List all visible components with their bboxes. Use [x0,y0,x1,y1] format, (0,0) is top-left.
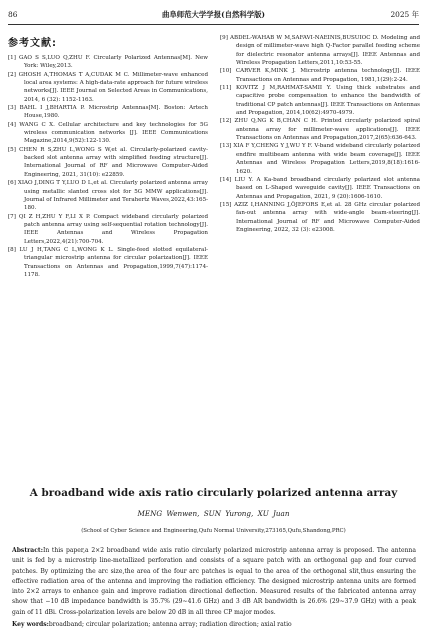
reference-item: [12] ZHU Q,NG K B,CHAN C H. Printed circularly polarized spiral antenna array for millimeter-wave applications[J]. IEEE Transactions on Antennas and Propagation,2017,2(65):636-643. [220,118,420,142]
journal-name: 曲阜师范大学学报(自然科学版) [161,10,266,19]
reference-item: [7] QI Z H,ZHU Y F,LI X P. Compact wideband circularly polarized patch antenna array using self-sequential rotation technology[J]. IEEE Antennas and Wireless Propagation Letters,2022,4(21):700-704. [8,213,208,245]
reference-item: [15] AZIZ I,HANNING J,ÖJEFORS E,et al. 28 GHz circular polarized fan-out antenna array with wide-angle beam-steering[J]. International Journal of RF and Microwave Computer-Aided Engineering, 2022, 32 (3): e23008. [220,201,420,233]
abstract [12,546,416,618]
reference-item: [8] LU J H,TANG C L,WONG K L. Single-feed slotted equilateral-triangular microstrip antenna for circular polarization[J]. IEEE Transactions on Antennas and Propagation,1999,7(47):1174-1178. [8,246,208,278]
reference-item: [14] LIU Y. A Ka-band broadband circularly polarized slot antenna based on L-Shaped waveguide cavity[J]. IEEE Transactions on Antennas and Propagation, 2021, 9 (20):1606-1610. [220,176,420,200]
reference-item: [11] KOVITZ J M,RAHMAT-SAMII Y. Using thick substrates and capacitive probe compensation to enhance the bandwidth of traditional CP patch antennas[J]. IEEE Transactions on Antennas and Propagation, 2014,10(62):4970-4979. [220,85,420,117]
reference-item: [4] WANG C X. Cellular architecture and key technologies for 5G wireless communication networks [J]. IEEE Communications Magazine,2014,9(52):122-130. [8,121,208,145]
page-header [8,8,419,25]
affiliation: (School of Cyber Science and Engineering,Qufu Normal University,273165,Qufu,Shandong,PRC) [81,528,346,534]
keywords-label: Key words: [12,621,49,628]
reference-item: [3] BAHL I J,BHARTIA P. Microstrip Antennas[M]. Boston: Artech House,1980. [8,105,208,120]
paper-title: A broadband wide axis ratio circularly polarized antenna array [29,487,398,499]
reference-item: [10] CARVER K,MINK J. Microstrip antenna technology[J]. IEEE Transactions on Antennas and Propagation, 1981,1(29):2-24. [220,68,420,83]
abstract-label: Abstract: [12,547,43,554]
keywords [12,620,416,630]
reference-item: [1] GAO S S,LUO Q,ZHU F. Circularly Polarized Antennas[M]. New York: Wiley,2013. [8,55,208,70]
reference-item: [9] ABDEL-WAHAB W M,SAFAVI-NAEINIS,BUSUIOC D. Modeling and design of millimeter-wave high Q-Factor parallel feeding scheme for dielectric resonator antenna arrays[J]. IEEE Antennas and Wireless Propagation Letters,2011,10:53-55. [220,35,420,67]
keywords-text: broadband; circular polarization; antenna array; radiation direction; axial ratio [48,621,292,628]
reference-item: [2] GHOSH A,THOMAS T A,CUDAK M C. Millimeter-wave enhanced local area systems: A high-data-rate approach for future wireless networks[J]. IEEE Journal on Selected Areas in Communications, 2014, 6 (32): 1152-1163. [8,71,208,103]
page-number: 86 [8,10,18,19]
reference-item: [5] CHEN R S,ZHU L,WONG S W,et al. Circularly-polarized cavity-backed slot antenna array with simplified feeding structure[J]. International Journal of RF and Microwave Computer-Aided Engineering, 2021, 31(10): e22859. [8,146,208,178]
abstract-text: In this paper,a 2×2 broadband wide axis ratio circularly polarized microstrip antenna array is proposed. The antenna unit is fed by a microstrip line-metallized perforation and consists of a square patch with an orthogonal gap and four curved patches. By optimizing the arc size,the area of the four arc patches is equal to the area of the orthogonal slit,thus ensuring the effective radiation area of the antenna and improving the radiation efficiency. The designed microstrip antenna units are formed into 2×2 arrays to enhance gain and improve radiation directional deflection. Measured results of the fabricated antenna array show that −10 dB impedance bandwidth is 35.7% (29~41.6 GHz) and 3 dB AR bandwidth is 26.6% (29~37.9 GHz) with a peak gain of 11 dBi. Cross-polarization levels are below 20 dB in all three CP major modes. [12,547,416,616]
references-heading: 参考文献: [8,38,57,49]
reference-item: [6] XIAO J,DING T Y,LUO D L,et al. Circularly polarized antenna array using metallic slanted cross slot for 5G MMW applications[J]. Journal of Infrared Millimeter and Terahertz Waves,2022,43:165-180. [8,180,208,212]
references-right-column [220,34,420,234]
reference-item: [13] XIA F Y,CHENG Y J,WU Y F. V-band wideband circularly polarized endfire multibeam antenna with wide beam coverage[J]. IEEE Antennas and Wireless Propagation Letters,2019,8(18):1616-1620. [220,143,420,175]
references-left-column [8,34,208,279]
publication-year: 2025 年 [390,10,419,19]
author-list: MENG Wenwen, SUN Yurong, XU Juan [137,509,290,518]
